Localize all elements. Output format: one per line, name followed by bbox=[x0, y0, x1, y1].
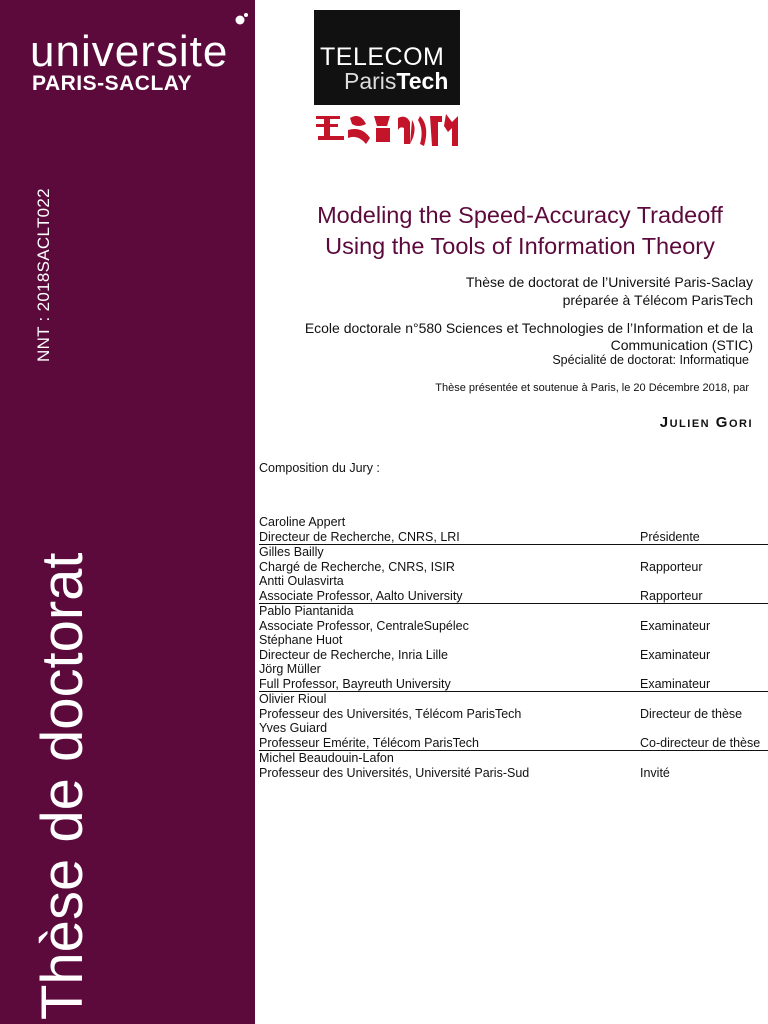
subtitle-line-2: préparée à Télécom ParisTech bbox=[562, 292, 753, 308]
thesis-title bbox=[270, 200, 768, 262]
jury-member-role: Rapporteur bbox=[640, 588, 703, 603]
jury-member-role: Examinateur bbox=[640, 676, 711, 691]
jury-member-role: Co-directeur de thèse bbox=[640, 735, 761, 750]
jury-member bbox=[259, 515, 768, 545]
jury-member-affiliation: Full Professor, Bayreuth University bbox=[259, 676, 451, 691]
thesis-subtitle bbox=[466, 273, 753, 309]
jury-member-affiliation: Associate Professor, CentraleSupélec bbox=[259, 618, 469, 633]
vertical-title: Thèse de doctorat bbox=[30, 552, 95, 1020]
logo-accent-dots-icon bbox=[234, 12, 250, 26]
jury-member-affiliation: Professeur des Universités, Télécom ParisTech bbox=[259, 706, 522, 721]
jury-member bbox=[259, 633, 768, 662]
doctoral-school: Ecole doctorale n°580 Sciences et Technologies de l’Information et de la Communication (STIC) bbox=[304, 320, 753, 353]
jury-member bbox=[259, 604, 768, 633]
defense-statement: Thèse présentée et soutenue à Paris, le 20 Décembre 2018, par bbox=[435, 382, 749, 394]
jury-member-name: Antti Oulasvirta bbox=[259, 574, 344, 588]
jury-member-name: Olivier Rioul bbox=[259, 692, 327, 706]
jury-member-affiliation: Directeur de Recherche, CNRS, LRI bbox=[259, 529, 460, 544]
jury-heading: Composition du Jury : bbox=[259, 461, 380, 475]
subtitle-line-1: Thèse de doctorat de l’Université Paris-Saclay bbox=[465, 274, 753, 290]
jury-member-name: Stéphane Huot bbox=[259, 633, 343, 647]
sidebar-band bbox=[0, 0, 255, 1024]
jury-member bbox=[259, 574, 768, 604]
jury-member-affiliation: Associate Professor, Aalto University bbox=[259, 588, 463, 603]
jury-member-name: Yves Guiard bbox=[259, 721, 328, 735]
jury-member-role: Présidente bbox=[640, 529, 700, 544]
telecom-logo-line1: TELECOM bbox=[320, 43, 445, 71]
jury-member-affiliation: Professeur des Universités, Université Paris-Sud bbox=[259, 765, 530, 780]
jury-member-role: Invité bbox=[640, 765, 670, 780]
jury-member bbox=[259, 751, 768, 780]
title-line-2: Using the Tools of Information Theory bbox=[325, 233, 715, 259]
logo-word: universite bbox=[30, 27, 229, 76]
title-line-1: Modeling the Speed-Accuracy Tradeoff bbox=[317, 202, 723, 228]
jury-member bbox=[259, 545, 768, 574]
telecom-paristech-logo bbox=[314, 10, 460, 105]
calligraphy-emblem-icon bbox=[314, 110, 460, 150]
jury-member-role: Directeur de thèse bbox=[640, 706, 743, 721]
telecom-logo-line2: ParisTech bbox=[344, 68, 449, 94]
jury-member-affiliation: Directeur de Recherche, Inria Lille bbox=[259, 647, 448, 662]
jury-member bbox=[259, 721, 768, 751]
jury-member bbox=[259, 692, 768, 721]
jury-list bbox=[259, 515, 768, 780]
jury-member-name: Caroline Appert bbox=[259, 515, 346, 529]
jury-member-name: Michel Beaudouin-Lafon bbox=[259, 751, 394, 765]
logo-subtitle: PARIS-SACLAY bbox=[32, 72, 193, 95]
jury-member-name: Gilles Bailly bbox=[259, 545, 324, 559]
jury-member-role: Examinateur bbox=[640, 618, 711, 633]
jury-member-role: Rapporteur bbox=[640, 559, 703, 574]
jury-member-affiliation: Chargé de Recherche, CNRS, ISIR bbox=[259, 559, 455, 574]
jury-member bbox=[259, 662, 768, 692]
jury-member-affiliation: Professeur Emérite, Télécom ParisTech bbox=[259, 735, 479, 750]
jury-member-name: Jörg Müller bbox=[259, 662, 321, 676]
universite-paris-saclay-logo bbox=[30, 27, 229, 96]
author-name: Julien Gori bbox=[659, 414, 753, 431]
jury-member-role: Examinateur bbox=[640, 647, 711, 662]
nnt-number: NNT : 2018SACLT022 bbox=[34, 188, 53, 362]
jury-member-name: Pablo Piantanida bbox=[259, 604, 354, 618]
specialty: Spécialité de doctorat: Informatique bbox=[552, 353, 749, 367]
